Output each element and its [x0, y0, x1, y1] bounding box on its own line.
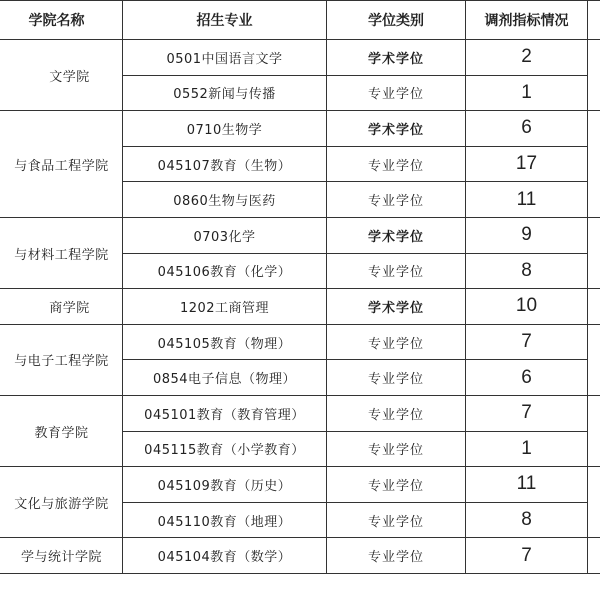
major-cell: 045115教育（小学教育）: [123, 431, 327, 467]
quota-cell: 8: [466, 502, 588, 538]
table-row: [0, 467, 600, 503]
extra-cell: [588, 111, 600, 218]
degree-cell: 专业学位: [327, 253, 466, 289]
major-cell: 045101教育（教育管理）: [123, 395, 327, 431]
quota-cell: 9: [466, 217, 588, 253]
quota-cell: 1: [466, 75, 588, 111]
college-name: 文学院: [49, 69, 90, 85]
degree-cell: 专业学位: [327, 324, 466, 360]
major-cell: 045109教育（历史）: [123, 467, 327, 503]
extra-cell: [588, 40, 600, 111]
table-row: [0, 289, 600, 325]
quota-cell: 7: [466, 324, 588, 360]
college-name-cell: [0, 217, 123, 288]
quota-cell: 6: [466, 360, 588, 396]
extra-cell: [588, 217, 600, 288]
quota-cell: 1: [466, 431, 588, 467]
college-name-cell: [0, 395, 123, 466]
college-name-cell: [0, 538, 123, 574]
college-name: 学与统计学院: [20, 550, 102, 566]
college-name-cell: [0, 467, 123, 538]
quota-cell: 8: [466, 253, 588, 289]
extra-cell: [588, 289, 600, 325]
degree-cell: 学术学位: [327, 111, 466, 147]
college-name: 文化与旅游学院: [14, 496, 109, 512]
degree-cell: 学术学位: [327, 217, 466, 253]
major-cell: 0501中国语言文学: [123, 40, 327, 76]
quota-cell: 7: [466, 395, 588, 431]
college-name-cell: [0, 324, 123, 395]
quota-cell: 11: [466, 182, 588, 218]
extra-cell: [588, 467, 600, 538]
degree-cell: 专业学位: [327, 431, 466, 467]
header-quota: 调剂指标情况: [466, 1, 588, 40]
degree-cell: 专业学位: [327, 146, 466, 182]
college-name: 与食品工程学院: [14, 158, 109, 174]
degree-cell: 专业学位: [327, 538, 466, 574]
degree-cell: 专业学位: [327, 75, 466, 111]
extra-cell: [588, 395, 600, 466]
degree-cell: 专业学位: [327, 502, 466, 538]
table-row: [0, 324, 600, 360]
header-college: 学院名称: [0, 1, 123, 40]
college-name-cell: [0, 289, 123, 325]
header-extra: [588, 1, 600, 40]
major-cell: 045110教育（地理）: [123, 502, 327, 538]
table-row: [0, 217, 600, 253]
major-cell: 045105教育（物理）: [123, 324, 327, 360]
extra-cell: [588, 538, 600, 574]
degree-cell: 专业学位: [327, 182, 466, 218]
quota-cell: 2: [466, 40, 588, 76]
table-row: [0, 111, 600, 147]
table-row: [0, 395, 600, 431]
quota-cell: 6: [466, 111, 588, 147]
major-cell: 0552新闻与传播: [123, 75, 327, 111]
major-cell: 0710生物学: [123, 111, 327, 147]
major-cell: 045106教育（化学）: [123, 253, 327, 289]
quota-cell: 7: [466, 538, 588, 574]
major-cell: 045104教育（数学）: [123, 538, 327, 574]
quota-cell: 11: [466, 467, 588, 503]
table-body: [0, 40, 600, 574]
table-row: [0, 538, 600, 574]
college-name: 商学院: [49, 300, 90, 316]
college-name-cell: [0, 111, 123, 218]
quota-cell: 10: [466, 289, 588, 325]
college-name-cell: [0, 40, 123, 111]
major-cell: 0703化学: [123, 217, 327, 253]
degree-cell: 专业学位: [327, 395, 466, 431]
college-name: 教育学院: [34, 425, 89, 441]
college-name: 与电子工程学院: [14, 354, 109, 370]
degree-cell: 学术学位: [327, 40, 466, 76]
header-major: 招生专业: [123, 1, 327, 40]
major-cell: 0854电子信息（物理）: [123, 360, 327, 396]
quota-cell: 17: [466, 146, 588, 182]
major-cell: 0860生物与医药: [123, 182, 327, 218]
major-cell: 1202工商管理: [123, 289, 327, 325]
college-name: 与材料工程学院: [14, 247, 109, 263]
degree-cell: 学术学位: [327, 289, 466, 325]
extra-cell: [588, 324, 600, 395]
major-cell: 045107教育（生物）: [123, 146, 327, 182]
header-degree: 学位类别: [327, 1, 466, 40]
table-header-row: [0, 1, 600, 40]
degree-cell: 专业学位: [327, 360, 466, 396]
degree-cell: 专业学位: [327, 467, 466, 503]
table-row: [0, 40, 600, 76]
